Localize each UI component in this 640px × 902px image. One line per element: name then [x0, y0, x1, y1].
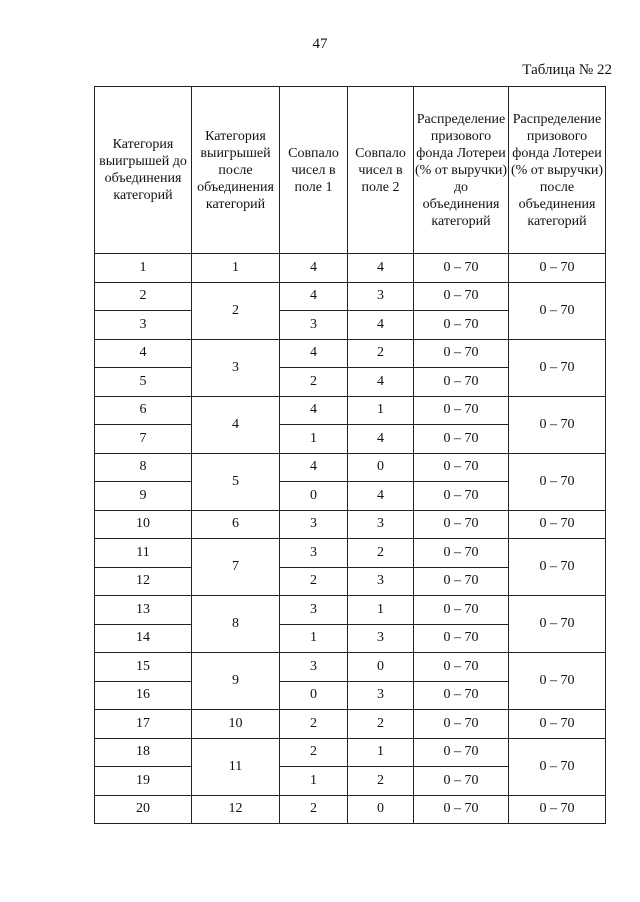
cell-distribution-before: 0 – 70 [414, 681, 509, 710]
cell-distribution-before: 0 – 70 [414, 282, 509, 311]
cell-category-after: 2 [192, 282, 280, 339]
cell-distribution-after: 0 – 70 [509, 254, 606, 283]
cell-field1-matches: 3 [280, 653, 348, 682]
cell-distribution-before: 0 – 70 [414, 510, 509, 539]
table-header-row [95, 87, 606, 254]
cell-category-before: 1 [95, 254, 192, 283]
cell-category-after: 12 [192, 795, 280, 824]
cell-distribution-after: 0 – 70 [509, 510, 606, 539]
page-number: 47 [312, 36, 328, 52]
cell-distribution-before: 0 – 70 [414, 710, 509, 739]
cell-field1-matches: 3 [280, 510, 348, 539]
table-row [95, 795, 606, 824]
table-row [95, 339, 606, 368]
cell-category-before: 9 [95, 482, 192, 511]
cell-field1-matches: 4 [280, 339, 348, 368]
table-row [95, 396, 606, 425]
cell-field2-matches: 0 [348, 453, 414, 482]
cell-category-before: 6 [95, 396, 192, 425]
cell-category-before: 12 [95, 567, 192, 596]
cell-distribution-before: 0 – 70 [414, 738, 509, 767]
cell-field1-matches: 2 [280, 738, 348, 767]
cell-category-before: 14 [95, 624, 192, 653]
cell-field2-matches: 1 [348, 396, 414, 425]
cell-distribution-before: 0 – 70 [414, 767, 509, 796]
cell-field1-matches: 1 [280, 425, 348, 454]
cell-field2-matches: 2 [348, 539, 414, 568]
cell-category-after: 4 [192, 396, 280, 453]
cell-distribution-before: 0 – 70 [414, 567, 509, 596]
cell-category-before: 4 [95, 339, 192, 368]
cell-field2-matches: 3 [348, 624, 414, 653]
cell-category-before: 19 [95, 767, 192, 796]
cell-distribution-after: 0 – 70 [509, 396, 606, 453]
cell-distribution-before: 0 – 70 [414, 482, 509, 511]
cell-distribution-before: 0 – 70 [414, 425, 509, 454]
cell-distribution-after: 0 – 70 [509, 795, 606, 824]
cell-field1-matches: 2 [280, 710, 348, 739]
cell-field2-matches: 3 [348, 510, 414, 539]
cell-field1-matches: 1 [280, 624, 348, 653]
cell-category-before: 10 [95, 510, 192, 539]
header-distribution-after: Распределение призового фонда Лотереи (% от выручки) после объединения категорий [509, 87, 606, 254]
cell-field1-matches: 4 [280, 453, 348, 482]
cell-category-before: 17 [95, 710, 192, 739]
cell-field1-matches: 0 [280, 482, 348, 511]
cell-field2-matches: 4 [348, 254, 414, 283]
cell-field2-matches: 0 [348, 795, 414, 824]
header-field2-matches: Совпало чисел в поле 2 [348, 87, 414, 254]
cell-field1-matches: 1 [280, 767, 348, 796]
header-field1-matches: Совпало чисел в поле 1 [280, 87, 348, 254]
cell-category-before: 15 [95, 653, 192, 682]
header-distribution-before: Распределение призового фонда Лотереи (% от выручки) до объединения категорий [414, 87, 509, 254]
header-category-after: Категория выигрышей после объединения категорий [192, 87, 280, 254]
cell-field2-matches: 1 [348, 738, 414, 767]
cell-distribution-before: 0 – 70 [414, 453, 509, 482]
cell-field1-matches: 3 [280, 311, 348, 340]
cell-field1-matches: 2 [280, 795, 348, 824]
cell-field1-matches: 3 [280, 539, 348, 568]
cell-field2-matches: 2 [348, 767, 414, 796]
table-body [95, 254, 606, 824]
cell-distribution-before: 0 – 70 [414, 539, 509, 568]
cell-distribution-before: 0 – 70 [414, 653, 509, 682]
cell-category-after: 8 [192, 596, 280, 653]
cell-field2-matches: 4 [348, 482, 414, 511]
cell-category-before: 13 [95, 596, 192, 625]
table-row [95, 254, 606, 283]
table-row [95, 710, 606, 739]
cell-distribution-before: 0 – 70 [414, 795, 509, 824]
cell-distribution-before: 0 – 70 [414, 596, 509, 625]
cell-category-after: 9 [192, 653, 280, 710]
cell-distribution-before: 0 – 70 [414, 254, 509, 283]
cell-field1-matches: 4 [280, 254, 348, 283]
cell-category-before: 3 [95, 311, 192, 340]
cell-field1-matches: 4 [280, 396, 348, 425]
cell-field2-matches: 0 [348, 653, 414, 682]
cell-category-before: 20 [95, 795, 192, 824]
cell-field1-matches: 2 [280, 368, 348, 397]
cell-category-after: 7 [192, 539, 280, 596]
table-row [95, 653, 606, 682]
cell-field2-matches: 3 [348, 282, 414, 311]
cell-field2-matches: 3 [348, 681, 414, 710]
table-row [95, 510, 606, 539]
prize-distribution-table [94, 86, 606, 824]
cell-category-before: 5 [95, 368, 192, 397]
cell-category-before: 18 [95, 738, 192, 767]
cell-distribution-after: 0 – 70 [509, 339, 606, 396]
cell-distribution-after: 0 – 70 [509, 710, 606, 739]
cell-category-before: 11 [95, 539, 192, 568]
cell-category-after: 10 [192, 710, 280, 739]
cell-distribution-before: 0 – 70 [414, 396, 509, 425]
cell-distribution-after: 0 – 70 [509, 596, 606, 653]
cell-distribution-before: 0 – 70 [414, 368, 509, 397]
table-row [95, 453, 606, 482]
cell-field1-matches: 0 [280, 681, 348, 710]
table-row [95, 539, 606, 568]
cell-field1-matches: 4 [280, 282, 348, 311]
header-category-before: Категория выигрышей до объединения категорий [95, 87, 192, 254]
cell-field2-matches: 1 [348, 596, 414, 625]
table-caption: Таблица № 22 [522, 62, 612, 78]
cell-distribution-after: 0 – 70 [509, 653, 606, 710]
cell-field1-matches: 2 [280, 567, 348, 596]
cell-distribution-before: 0 – 70 [414, 624, 509, 653]
cell-field1-matches: 3 [280, 596, 348, 625]
cell-category-before: 16 [95, 681, 192, 710]
cell-distribution-after: 0 – 70 [509, 539, 606, 596]
cell-distribution-before: 0 – 70 [414, 339, 509, 368]
cell-category-after: 1 [192, 254, 280, 283]
cell-distribution-after: 0 – 70 [509, 282, 606, 339]
cell-field2-matches: 4 [348, 368, 414, 397]
cell-category-after: 5 [192, 453, 280, 510]
cell-distribution-after: 0 – 70 [509, 738, 606, 795]
table-row [95, 738, 606, 767]
cell-field2-matches: 4 [348, 311, 414, 340]
cell-category-before: 2 [95, 282, 192, 311]
cell-category-after: 3 [192, 339, 280, 396]
cell-field2-matches: 2 [348, 339, 414, 368]
cell-field2-matches: 4 [348, 425, 414, 454]
cell-field2-matches: 2 [348, 710, 414, 739]
cell-field2-matches: 3 [348, 567, 414, 596]
cell-category-after: 11 [192, 738, 280, 795]
cell-distribution-before: 0 – 70 [414, 311, 509, 340]
cell-category-before: 7 [95, 425, 192, 454]
table-row [95, 282, 606, 311]
table-row [95, 596, 606, 625]
cell-category-after: 6 [192, 510, 280, 539]
cell-distribution-after: 0 – 70 [509, 453, 606, 510]
cell-category-before: 8 [95, 453, 192, 482]
